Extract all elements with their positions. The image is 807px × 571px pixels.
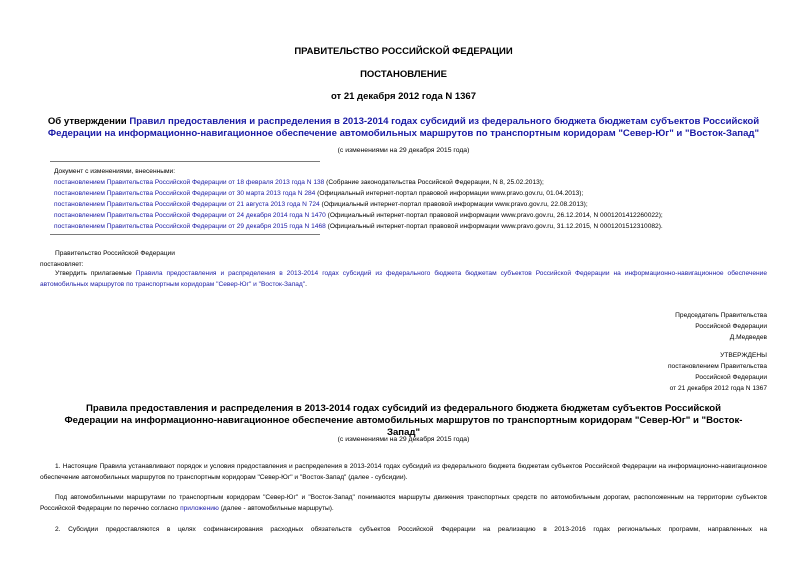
signature-name: Д.Медведев xyxy=(729,334,767,341)
list-item xyxy=(54,188,774,199)
title-rules-link[interactable]: Правил предоставления и распределения в 2013-2014 годах субсидий из федерального бюджета бюджетам субъектов Российской Федерации на информационно-навигационное обеспечение автомобильных маршрутов по транспортным коридорам "Север-Юг" и "Восток-Запад" xyxy=(47,116,760,139)
list-item xyxy=(54,199,774,210)
amendment-link[interactable]: постановлением Правительства Российской Федерации от 21 августа 2013 года N 724 xyxy=(54,201,320,208)
doc-type-heading: ПОСТАНОВЛЕНИЕ xyxy=(360,69,447,80)
approved-date: от 21 декабря 2012 года N 1367 xyxy=(669,385,767,392)
appendix-link[interactable]: приложению xyxy=(180,505,219,512)
paragraph-2 xyxy=(40,492,767,514)
approve-rules-link[interactable]: Правила предоставления и распределения в 2013-2014 годах субсидий из федерального бюджета бюджетам субъектов Российской Федерации на информационно-навигационное обеспечение автомобильных маршрутов по транспортным коридорам "Север-Юг" и "Восток-Запад" xyxy=(40,270,767,288)
paragraph-1: 1. Настоящие Правила устанавливают порядок и условия предоставления и распределения в 2013-2014 годах субсидий из федерального бюджета бюджетам субъектов Российской Федерации на информационно-навигационное обеспечение автомобильных маршрутов по транспортным коридорам "Север-Юг" и "Восток-Запад" (далее - субсидии). xyxy=(40,463,767,481)
government-heading: ПРАВИТЕЛЬСТВО РОССИЙСКОЙ ФЕДЕРАЦИИ xyxy=(294,46,513,57)
divider-bottom xyxy=(50,234,320,235)
amendment-link[interactable]: постановлением Правительства Российской Федерации от 24 декабря 2014 года N 1470 xyxy=(54,212,326,219)
amendment-link[interactable]: постановлением Правительства Российской Федерации от 30 марта 2013 года N 284 xyxy=(54,190,316,197)
approve-paragraph xyxy=(40,268,767,290)
paragraph-3: 2. Субсидии предоставляются в целях софинансирования расходных обязательств субъектов Российской Федерации на реализацию в 2013-2016 годах региональных программ, направленных на xyxy=(55,526,767,533)
list-item xyxy=(54,210,774,221)
revision-note: (с изменениями на 29 декабря 2015 года) xyxy=(337,147,470,154)
rules-title: Правила предоставления и распределения в 2013-2014 годах субсидий из федерального бюджета бюджетам субъектов Российской Федерации на информационно-навигационное обеспечение автомобильных маршрутов по транспортным коридорам "Север-Юг" и "Восток-Запад" xyxy=(64,403,743,438)
signature-block xyxy=(675,310,767,343)
signature-org: Российской Федерации xyxy=(695,323,767,330)
amendment-link[interactable]: постановлением Правительства Российской Федерации от 18 февраля 2013 года N 138 xyxy=(54,179,325,186)
divider-top xyxy=(50,161,320,162)
amendments-heading: Документ с изменениями, внесенными: xyxy=(54,168,176,175)
resolves-line2: постановляет: xyxy=(40,261,84,268)
list-item xyxy=(54,221,774,232)
amendment-source: (Официальный интернет-портал правовой информации www.pravo.gov.ru, 01.04.2013); xyxy=(315,190,584,197)
amendment-link[interactable]: постановлением Правительства Российской Федерации от 29 декабря 2015 года N 1468 xyxy=(54,223,326,230)
amendments-list xyxy=(54,166,774,232)
signature-position: Председатель Правительства xyxy=(675,312,767,319)
rules-revision-note: (с изменениями на 29 декабря 2015 года) xyxy=(337,436,470,443)
paragraph-2-suffix: (далее - автомобильные маршруты). xyxy=(218,505,334,512)
date-number: от 21 декабря 2012 года N 1367 xyxy=(330,91,476,102)
approved-by: постановлением Правительства xyxy=(667,363,767,370)
approved-org: Российской Федерации xyxy=(695,374,767,381)
amendment-source: (Собрание законодательства Российской Федерации, N 8, 25.02.2013); xyxy=(324,179,544,186)
document-title xyxy=(40,116,767,140)
amendment-source: (Официальный интернет-портал правовой информации www.pravo.gov.ru, 22.08.2013); xyxy=(319,201,588,208)
title-prefix: Об утверждении xyxy=(47,116,130,127)
resolves-line1: Правительство Российской Федерации xyxy=(55,250,175,257)
amendment-source: (Официальный интернет-портал правовой информации www.pravo.gov.ru, 31.12.2015, N 0001201512310082). xyxy=(325,223,663,230)
list-item xyxy=(54,177,774,188)
amendment-source: (Официальный интернет-портал правовой информации www.pravo.gov.ru, 26.12.2014, N 0001201412260022); xyxy=(325,212,663,219)
approved-block xyxy=(668,350,767,394)
approved-label: УТВЕРЖДЕНЫ xyxy=(720,352,767,359)
paragraph-2-text: Под автомобильными маршрутами по транспортным коридорам "Север-Юг" и "Восток-Запад" понимаются маршруты движения транспортных средств по автомобильным дорогам, расположенным на территории субъектов Российской Федерации по перечню согласно xyxy=(40,494,767,512)
approve-prefix: Утвердить прилагаемые xyxy=(55,270,136,277)
approve-suffix: . xyxy=(305,281,307,288)
